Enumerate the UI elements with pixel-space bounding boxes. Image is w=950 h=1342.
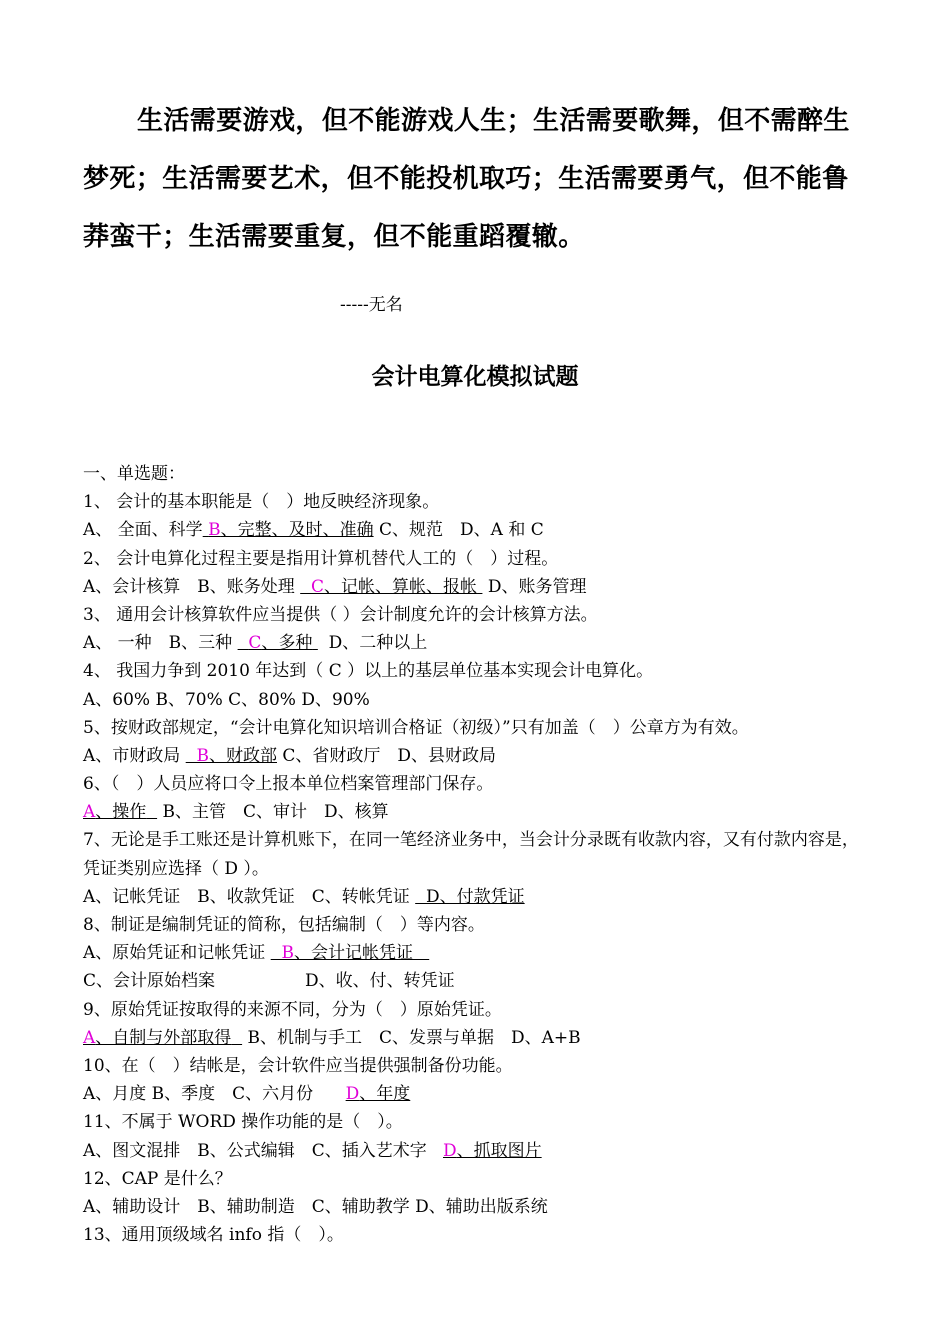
question-12-options: A、辅助设计 B、辅助制造 C、辅助教学 D、辅助出版系统: [83, 1196, 548, 1217]
answer-marked: C、多种: [248, 633, 313, 654]
answer-marked: B、会计记帐凭证: [281, 943, 413, 964]
question-4-options: A、60% B、70% C、80% D、90%: [83, 689, 370, 710]
question-1-stem: 1、 会计的基本职能是（ ）地反映经济现象。: [83, 492, 440, 513]
quote-author: -----无名: [340, 295, 403, 315]
option-text: C、规范 D、A 和 C: [379, 520, 544, 541]
question-9-stem: 9、原始凭证按取得的来源不同，分为（ ）原始凭证。: [83, 999, 502, 1020]
question-5-stem: 5、按财政部规定，“会计电算化知识培训合格证（初级）”只有加盖（ ）公章方为有效。: [83, 717, 749, 738]
question-2-options: A、会计核算 B、账务处理 C、记帐、算帐、报帐 D、账务管理: [83, 576, 587, 597]
section-heading: 一、单选题：: [83, 464, 185, 484]
question-5-options: A、市财政局 B、财政部 C、省财政厅 D、县财政局: [83, 745, 497, 766]
question-list: [83, 460, 873, 1249]
question-9-options: A、自制与外部取得 B、机制与手工 C、发票与单据 D、A+B: [83, 1027, 581, 1048]
question-8-options-row2: C、会计原始档案 D、收、付、转凭证: [83, 971, 455, 992]
question-3-stem: 3、 通用会计核算软件应当提供（ ）会计制度允许的会计核算方法。: [83, 604, 598, 625]
answer-marked: C、记帐、算帐、报帐: [311, 576, 478, 597]
answer-marked: B、财政部: [196, 745, 277, 766]
question-11-stem: 11、不属于 WORD 操作功能的是（ ）。: [83, 1112, 403, 1133]
answer-marked: A、操作: [83, 802, 147, 823]
answer-marked: A、自制与外部取得: [83, 1027, 232, 1048]
answer-marked: D、付款凭证: [426, 886, 525, 907]
question-11-options: A、图文混排 B、公式编辑 C、插入艺术字 D、抓取图片: [83, 1140, 542, 1161]
question-10-options: A、月度 B、季度 C、六月份 D、年度: [83, 1084, 411, 1105]
document-title: 会计电算化模拟试题: [371, 364, 579, 390]
question-7-stem: 7、无论是手工账还是计算机账下，在同一笔经济业务中，当会计分录既有收款内容，又有付款内容是，凭证类别应选择（ D ）。: [83, 830, 859, 879]
question-3-options: A、 一种 B、三种 C、多种 D、二种以上: [83, 633, 428, 654]
question-10-stem: 10、在（ ）结帐是，会计软件应当提供强制备份功能。: [83, 1055, 513, 1076]
question-12-stem: 12、CAP 是什么？: [83, 1168, 232, 1189]
question-2-stem: 2、 会计电算化过程主要是指用计算机替代人工的（ ）过程。: [83, 548, 559, 569]
question-13-stem: 13、通用顶级域名 info 指（ ）。: [83, 1225, 344, 1246]
question-4-stem: 4、 我国力争到 2010 年达到（ C ）以上的基层单位基本实现会计电算化。: [83, 661, 654, 682]
question-6-options: A、操作 B、主管 C、审计 D、核算: [83, 802, 389, 823]
quote-paragraph: 生活需要游戏，但不能游戏人生；生活需要歌舞，但不需醉生梦死；生活需要艺术，但不能投机取巧；生活需要勇气，但不能鲁莽蛮干；生活需要重复，但不能重蹈覆辙。: [83, 106, 850, 252]
option-text: A、 全面、科学: [83, 520, 203, 541]
answer-marked: D、年度: [345, 1084, 411, 1105]
answer-marked: D、抓取图片: [443, 1140, 542, 1161]
question-7-options: A、记帐凭证 B、收款凭证 C、转帐凭证 D、付款凭证: [83, 886, 525, 907]
question-8-options-row1: A、原始凭证和记帐凭证 B、会计记帐凭证: [83, 939, 873, 967]
question-8-stem: 8、制证是编制凭证的简称，包括编制（ ）等内容。: [83, 915, 485, 936]
answer-marked: B、完整、及时、准确: [208, 520, 374, 541]
question-1-options: [83, 516, 873, 544]
question-6-stem: 6、（ ）人员应将口令上报本单位档案管理部门保存。: [83, 774, 494, 795]
